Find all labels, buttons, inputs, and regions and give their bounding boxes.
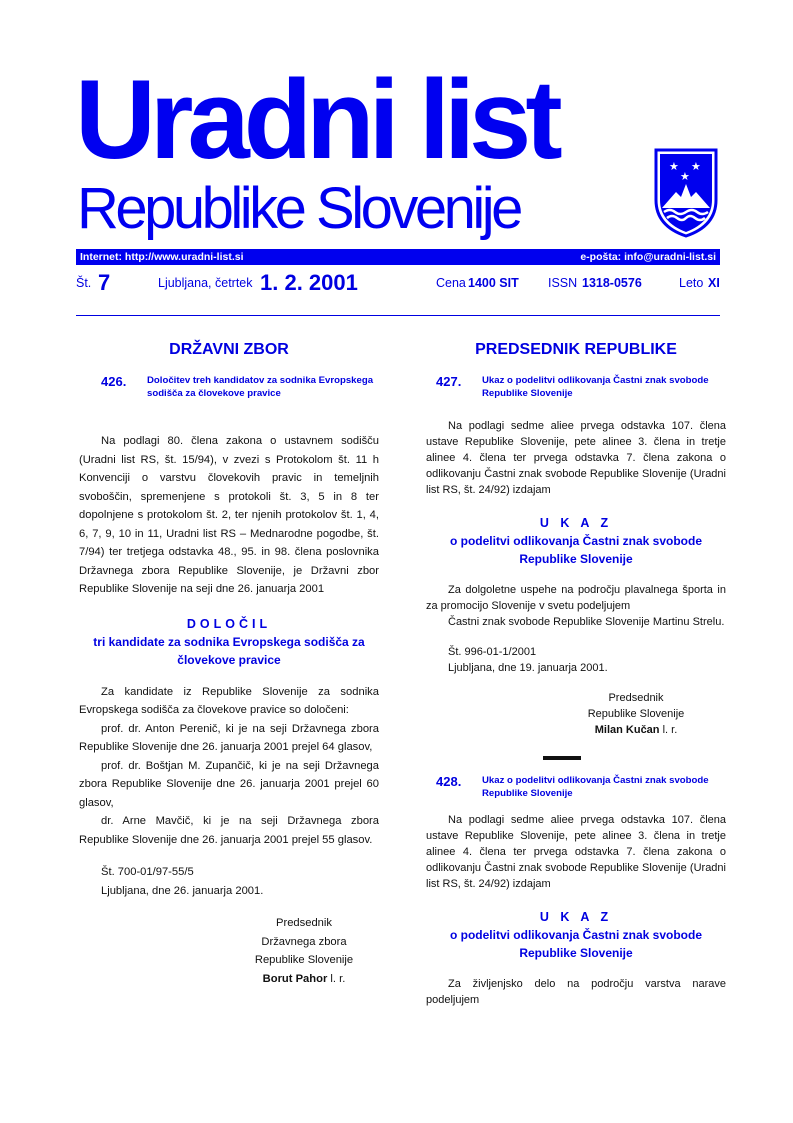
paragraph: Za dolgoletne uspehe na področju plavalnega športa in za promocijo Slovenije v svetu podeljujem bbox=[426, 584, 726, 612]
act-intro: Na podlagi sedme aliee prvega odstavka 107. člena ustave Republike Slovenije, pete alinee 3. člena in tretje alinee 4. člena ter prvega odstavka 7. člena zakona o odlikovanju Častni znak svobode Republike Slovenije (Uradni list RS, št. 24/92) izdajam bbox=[426, 814, 726, 890]
act-title: Določitev treh kandidatov za sodnika Evropskega sodišča za človekove pravice bbox=[147, 375, 374, 399]
year-value: XI bbox=[708, 276, 720, 290]
ukaz-heading: U K A Z bbox=[539, 910, 613, 924]
signature-name-line bbox=[546, 722, 726, 738]
act-intro: Na podlagi 80. člena zakona o ustavnem sodišču (Uradni list RS, št. 15/94), v zvezi s Protokolom št. 11 h Konvenciji o varstvu človekovih pravic in temeljnih svoboščin, spremenjene s protokoli št. 3, 5 in 8 ter dopolnjene s protokolom št. 2, ter njenih protokolov št. 1, 4, 6, 7, 9, 10 in 11, Uradni list RS – Mednarodne pogodbe, št. 7/94) ter tretjega odstavka 48., 95. in 98. člena poslovnika Državnega zbora Republike Slovenije, je Državni zbor Republike Slovenije na seji dne 26. januarja 2001 bbox=[79, 435, 379, 595]
price-value: 1400 SIT bbox=[468, 276, 519, 290]
paragraph: prof. dr. Boštjan M. Zupančič, ki je na seji Državnega zbora Republike Slovenije dne 26. januarja 2001 prejel 60 glasov, bbox=[79, 759, 379, 809]
ukaz-subheading: o podelitvi odlikovanja Častni znak svobode Republike Slovenije bbox=[449, 928, 703, 960]
svg-text:★: ★ bbox=[691, 160, 701, 173]
act-header bbox=[426, 774, 726, 800]
reference-number: Št. 996-01-1/2001 bbox=[448, 646, 537, 658]
decision-heading: DOLOČIL bbox=[186, 616, 272, 631]
issue-date: 1. 2. 2001 bbox=[260, 270, 358, 295]
masthead-contact-bar bbox=[76, 249, 720, 265]
signatory-name: Milan Kučan bbox=[594, 724, 660, 736]
svg-text:★: ★ bbox=[680, 170, 690, 183]
act-separator bbox=[543, 756, 581, 760]
signature-name-line bbox=[229, 970, 379, 989]
signature-suffix: l. r. bbox=[327, 972, 346, 985]
ukaz-subheading: o podelitvi odlikovanja Častni znak svobode Republike Slovenije bbox=[449, 534, 703, 566]
ukaz-heading: U K A Z bbox=[539, 516, 613, 530]
issue-info-row bbox=[76, 270, 720, 304]
paragraph: dr. Arne Mavčič, ki je na seji Državnega zbora Republike Slovenije dne 26. januarja 2001 prejel 55 glasov. bbox=[79, 815, 379, 846]
header-divider bbox=[76, 315, 720, 316]
section-title: DRŽAVNI ZBOR bbox=[169, 341, 289, 358]
left-column bbox=[79, 340, 379, 988]
masthead-subtitle: Republike Slovenije bbox=[77, 176, 520, 241]
section-title: PREDSEDNIK REPUBLIKE bbox=[475, 341, 677, 358]
internet-link[interactable]: Internet: http://www.uradni-list.si bbox=[80, 251, 244, 263]
svg-text:★: ★ bbox=[669, 160, 679, 173]
signature-suffix: l. r. bbox=[659, 724, 678, 736]
reference-date: Ljubljana, dne 19. januarja 2001. bbox=[448, 662, 608, 674]
act-number: 426. bbox=[101, 374, 127, 389]
signature-line: Republike Slovenije bbox=[587, 708, 685, 720]
paragraph: Za življenjsko delo na področju varstva narave podeljujem bbox=[426, 978, 726, 1006]
right-column bbox=[426, 340, 726, 1008]
paragraph: prof. dr. Anton Perenič, ki je na seji Državnega zbora Republike Slovenije dne 26. januarja 2001 prejel 64 glasov, bbox=[79, 722, 379, 753]
act-intro: Na podlagi sedme aliee prvega odstavka 107. člena ustave Republike Slovenije, pete alinee 3. člena in tretje alinee 4. člena ter prvega odstavka 7. člena zakona o odlikovanju Častni znak svobode Republike Slovenije (Uradni list RS, št. 24/92) izdajam bbox=[426, 420, 726, 496]
issue-number: 7 bbox=[98, 270, 111, 295]
signature-line: Državnega zbora bbox=[261, 935, 347, 948]
issn-label: ISSN bbox=[548, 276, 578, 290]
signatory-name: Borut Pahor bbox=[262, 972, 328, 985]
issn-value: 1318-0576 bbox=[582, 276, 642, 290]
act-number: 428. bbox=[436, 774, 462, 789]
slovenia-coat-of-arms-icon bbox=[652, 146, 720, 238]
year-label: Leto bbox=[679, 276, 704, 290]
act-number: 427. bbox=[436, 374, 462, 389]
price-label: Cena bbox=[436, 276, 466, 290]
issue-place-day: Ljubljana, četrtek bbox=[158, 276, 253, 290]
reference-number: Št. 700-01/97-55/5 bbox=[101, 866, 194, 878]
signature-line: Republike Slovenije bbox=[254, 954, 354, 966]
paragraph: Častni znak svobode Republike Slovenije Martinu Strelu. bbox=[448, 616, 725, 628]
issue-number-label: Št. bbox=[76, 276, 92, 290]
act-header bbox=[79, 374, 379, 400]
reference-date: Ljubljana, dne 26. januarja 2001. bbox=[101, 884, 264, 897]
signature-line: Predsednik bbox=[608, 692, 664, 704]
masthead-title: Uradni list bbox=[75, 57, 557, 182]
act-header bbox=[426, 374, 726, 400]
decision-subheading: tri kandidate za sodnika Evropskega sodišča za človekove pravice bbox=[93, 634, 365, 667]
act-title: Ukaz o podelitvi odlikovanja Častni znak svobode Republike Slovenije bbox=[482, 375, 709, 399]
paragraph: Za kandidate iz Republike Slovenije za sodnika Evropskega sodišča za človekove pravice so določeni: bbox=[79, 685, 379, 716]
act-title: Ukaz o podelitvi odlikovanja Častni znak svobode Republike Slovenije bbox=[482, 775, 709, 799]
signature-line: Predsednik bbox=[276, 917, 332, 929]
email-link[interactable]: e-pošta: info@uradni-list.si bbox=[580, 251, 716, 263]
